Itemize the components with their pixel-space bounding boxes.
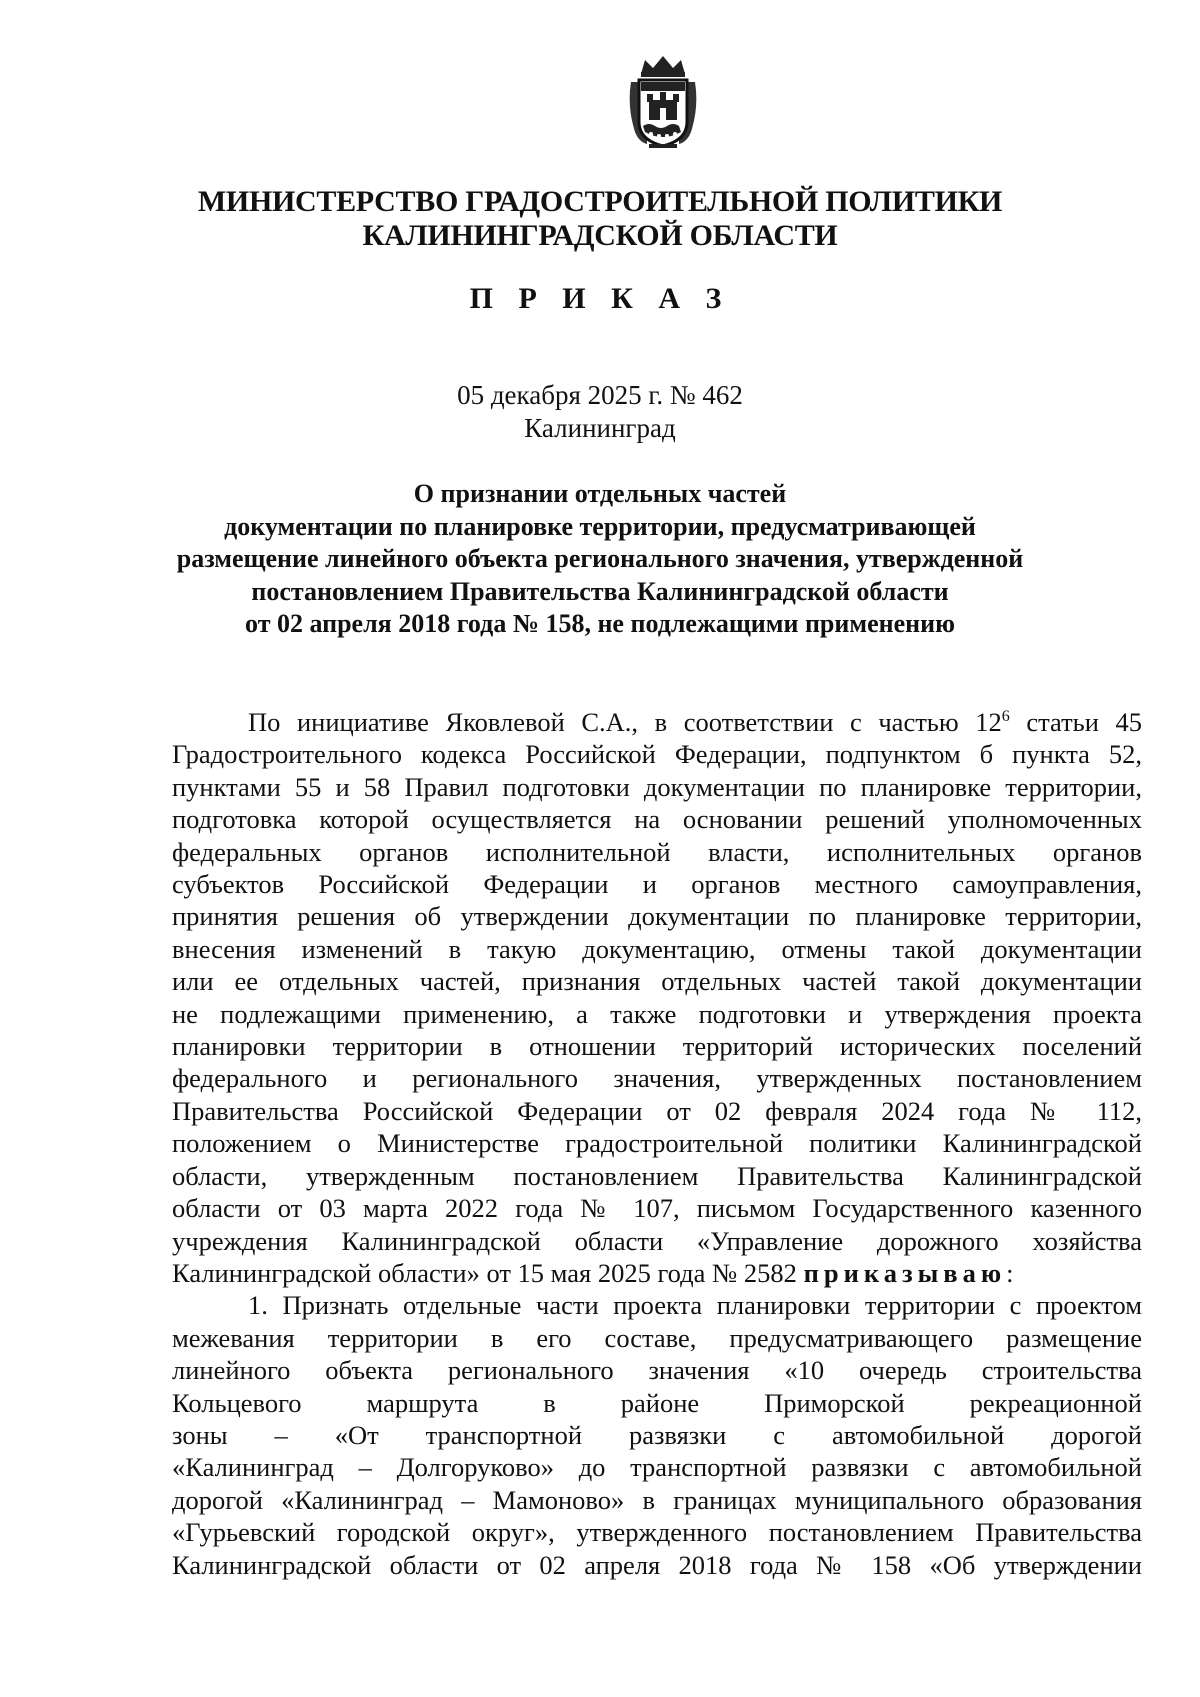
- body-text-fragment: Калининградской области» от 15 мая 2025 года № 2582: [172, 1257, 804, 1288]
- body-line: области, утвержденным постановлением Правительства Калининградской: [172, 1160, 1142, 1191]
- body-line: дорогой «Калининград – Мамоново» в границах муниципального образования: [172, 1484, 1142, 1515]
- subject-line: О признании отдельных частей: [413, 479, 787, 508]
- body-line: учреждения Калининградской области «Управление дорожного хозяйства: [172, 1225, 1142, 1256]
- body-line: 1. Признать отдельные части проекта планировки территории с проектом: [248, 1290, 1142, 1321]
- order-date-block: [450, 379, 750, 445]
- ministry-name: [150, 185, 1050, 253]
- order-verb: приказываю: [803, 1257, 1007, 1288]
- ministry-name-line-2: КАЛИНИНГРАДСКОЙ ОБЛАСТИ: [362, 219, 838, 252]
- subject-line: постановлением Правительства Калининградской области: [251, 576, 949, 606]
- body-line: Правительства Российской Федерации от 02 февраля 2024 года № 112,: [172, 1095, 1142, 1126]
- body-line: «Калининград – Долгоруково» до транспортной развязки с автомобильной: [172, 1452, 1142, 1483]
- body-line: [172, 1257, 1142, 1289]
- body-text-fragment: По инициативе Яковлевой С.А., в соответствии с частью 12: [248, 707, 1002, 737]
- body-text-fragment: статьи 45: [1009, 707, 1142, 737]
- superscript: 6: [1001, 708, 1010, 725]
- body-line: Калининградской области от 02 апреля 2018 года № 158 «Об утверждении: [172, 1549, 1142, 1580]
- body-line: [172, 706, 1142, 738]
- order-body: [172, 706, 1142, 1581]
- body-line: принятия решения об утверждении документации по планировке территории,: [172, 901, 1142, 932]
- body-line: федеральных органов исполнительной власти, исполнительных органов: [172, 836, 1142, 867]
- order-title: П Р И К А З: [469, 282, 731, 315]
- body-line: федерального и регионального значения, утвержденных постановлением: [172, 1063, 1142, 1094]
- body-text-fragment: :: [1006, 1257, 1014, 1288]
- order-subject: [150, 478, 1050, 641]
- body-line: межевания территории в его составе, предусматривающего размещение: [172, 1322, 1142, 1353]
- body-line: зоны – «От транспортной развязки с автомобильной дорогой: [172, 1419, 1142, 1450]
- order-date-number: 05 декабря 2025 г. № 462: [457, 380, 743, 410]
- body-line: субъектов Российской Федерации и органов местного самоуправления,: [172, 869, 1142, 900]
- body-line: области от 03 марта 2022 года № 107, письмом Государственного казенного: [172, 1193, 1142, 1224]
- body-line: пунктами 55 и 58 Правил подготовки документации по планировке территории,: [172, 771, 1142, 802]
- subject-line: документации по планировке территории, предусматривающей: [224, 511, 976, 541]
- body-line: планировки территории в отношении территорий исторических поселений: [172, 1031, 1142, 1062]
- coat-of-arms-emblem: [625, 52, 701, 150]
- subject-line: от 02 апреля 2018 года № 158, не подлежащими применению: [245, 609, 955, 638]
- ministry-name-line-1: МИНИСТЕРСТВО ГРАДОСТРОИТЕЛЬНОЙ ПОЛИТИКИ: [197, 185, 1003, 218]
- body-line: Кольцевого маршрута в районе Приморской рекреационной: [172, 1387, 1142, 1418]
- body-line: линейного объекта регионального значения «10 очередь строительства: [172, 1355, 1142, 1386]
- body-line: или ее отдельных частей, признания отдельных частей такой документации: [172, 966, 1142, 997]
- body-line: «Гурьевский городской округ», утвержденного постановлением Правительства: [172, 1517, 1142, 1548]
- body-line: Градостроительного кодекса Российской Федерации, подпунктом б пункта 52,: [172, 739, 1142, 770]
- body-line: подготовка которой осуществляется на основании решений уполномоченных: [172, 804, 1142, 835]
- body-line: не подлежащими применению, а также подготовки и утверждения проекта: [172, 998, 1142, 1029]
- body-line: внесения изменений в такую документацию, отмены такой документации: [172, 933, 1142, 964]
- subject-line: размещение линейного объекта регионального значения, утвержденной: [176, 544, 1024, 573]
- order-city: Калининград: [524, 413, 676, 443]
- body-line: положением о Министерстве градостроительной политики Калининградской: [172, 1128, 1142, 1159]
